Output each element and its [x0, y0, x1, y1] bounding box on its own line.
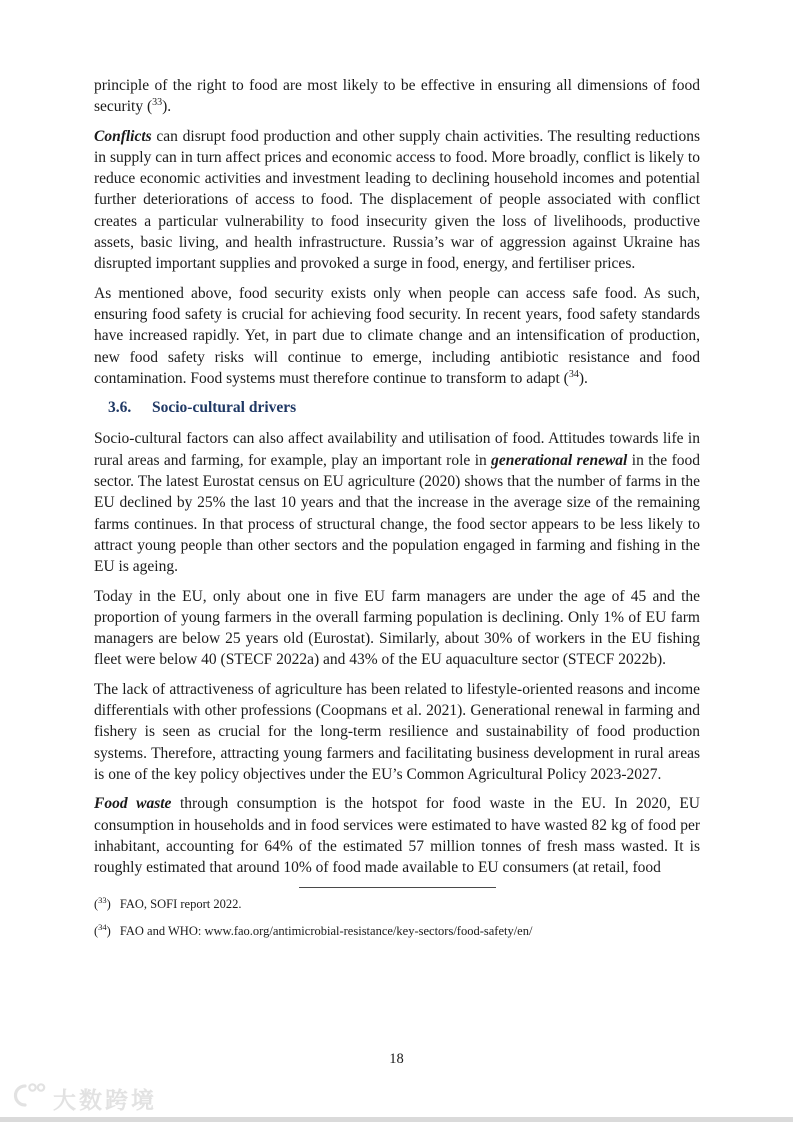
- watermark-logo-icon: [10, 1081, 46, 1115]
- bold-italic-run: Conflicts: [94, 127, 152, 145]
- text-run: through consumption is the hotspot for food waste in the EU. In 2020, EU consumption in households and in food services were estimated to have wasted 82 kg of food per inhabitant, accounting for 64% of the estimated 57 million tonnes of fresh mass wasted. It is roughly estimated that around 10% of food made available to EU consumers (at retail, food: [94, 795, 700, 877]
- section-heading: [94, 397, 700, 418]
- footnote-marker: ($^{34}$): [94, 922, 111, 939]
- footnotes-section: [94, 896, 700, 939]
- text-run: can disrupt food production and other supply chain activities. The resulting reductions in supply can in turn affect prices and economic access to food. More broadly, conflict is likely to reduce economic activities and investment leading to declining household incomes and potential further deteriorations of access to food. The displacement of people associated with conflict creates a particular vulnerability to food insecurity given the loss of livelihoods, productive assets, basic living, and health infrastructure. Russia’s war of aggression against Ukraine has disrupted important supplies and provoked a surge in food, energy, and fertiliser prices.: [94, 127, 700, 273]
- paragraph-conflicts: [94, 126, 700, 275]
- paragraph-socio-cultural-factors: [94, 428, 700, 577]
- text-run: ).: [162, 98, 172, 116]
- footnote-marker: ($^{33}$): [94, 895, 111, 912]
- bottom-strip: [0, 1117, 793, 1122]
- text-run: principle of the right to food are most likely to be effective in ensuring all dimensions of food security (: [94, 77, 700, 116]
- page-number: 18: [389, 1051, 404, 1067]
- text-run: Socio-cultural factors can also affect availability and utilisation of food. Attitudes towards life in rural areas and farming, for example, play an important role in: [94, 430, 700, 469]
- paragraph-right-to-food: [94, 75, 700, 118]
- section-title: Socio-cultural drivers: [152, 399, 297, 417]
- footnote-ref-33[interactable]: 33: [152, 97, 163, 109]
- text-run: in the food sector. The latest Eurostat census on EU agriculture (2020) shows that the number of farms in the EU declined by 25% the last 10 years and that the increase in the average size of the remaining farms continues. In that process of structural change, the food sector appears to be less likely to attract young people than other sectors and the population engaged in farming and fishing in the EU is ageing.: [94, 451, 701, 576]
- page-content: [94, 75, 700, 950]
- text-run: The lack of attractiveness of agriculture has been related to lifestyle-oriented reasons and income differentials with other professions (Coopmans et al. 2021). Generational renewal in farming and fishery is seen as crucial for the long-term resilience and sustainability of food production systems. Therefore, attracting young farmers and facilitating business development in rural areas is one of the key policy objectives under the EU’s Common Agricultural Policy 2023-2027.: [94, 680, 700, 783]
- footnote-ref-34[interactable]: 34: [568, 368, 579, 380]
- paragraph-attractiveness: [94, 679, 700, 785]
- footnote-separator: [299, 887, 496, 888]
- text-run: As mentioned above, food security exists only when people can access safe food. As such, ensuring food safety is crucial for achieving food security. In recent years, food safety standards have increased rapidly. Yet, in part due to climate change and an intensification of production, new food safety risks will continue to emerge, including antibiotic resistance and food contamination. Food systems must therefore continue to transform to adapt (: [94, 284, 700, 387]
- watermark-text: 大数跨境: [53, 1086, 157, 1113]
- section-number: 3.6.: [108, 399, 132, 417]
- text-run: Today in the EU, only about one in five EU farm managers are under the age of 45 and the proportion of young farmers in the overall farming population is declining. Only 1% of EU farm managers are below 25 years old (Eurostat). Similarly, about 30% of workers in the EU fishing fleet were below 40 (STECF 2022a) and 43% of the EU aquaculture sector (STECF 2022b).: [94, 587, 700, 669]
- footnote-34: [94, 923, 700, 939]
- text-run: ).: [578, 369, 588, 387]
- paragraph-food-waste: [94, 793, 700, 878]
- footnote-text: FAO, SOFI report 2022.: [119, 897, 242, 912]
- footnote-text: FAO and WHO: www.fao.org/antimicrobial-resistance/key-sectors/food-safety/en/: [119, 924, 533, 939]
- watermark: [10, 1081, 157, 1115]
- bold-italic-run: generational renewal: [491, 451, 628, 469]
- bold-italic-run: Food waste: [94, 795, 172, 813]
- footnote-33: [94, 896, 700, 912]
- paragraph-food-safety: [94, 283, 700, 389]
- paragraph-farm-managers: [94, 586, 700, 671]
